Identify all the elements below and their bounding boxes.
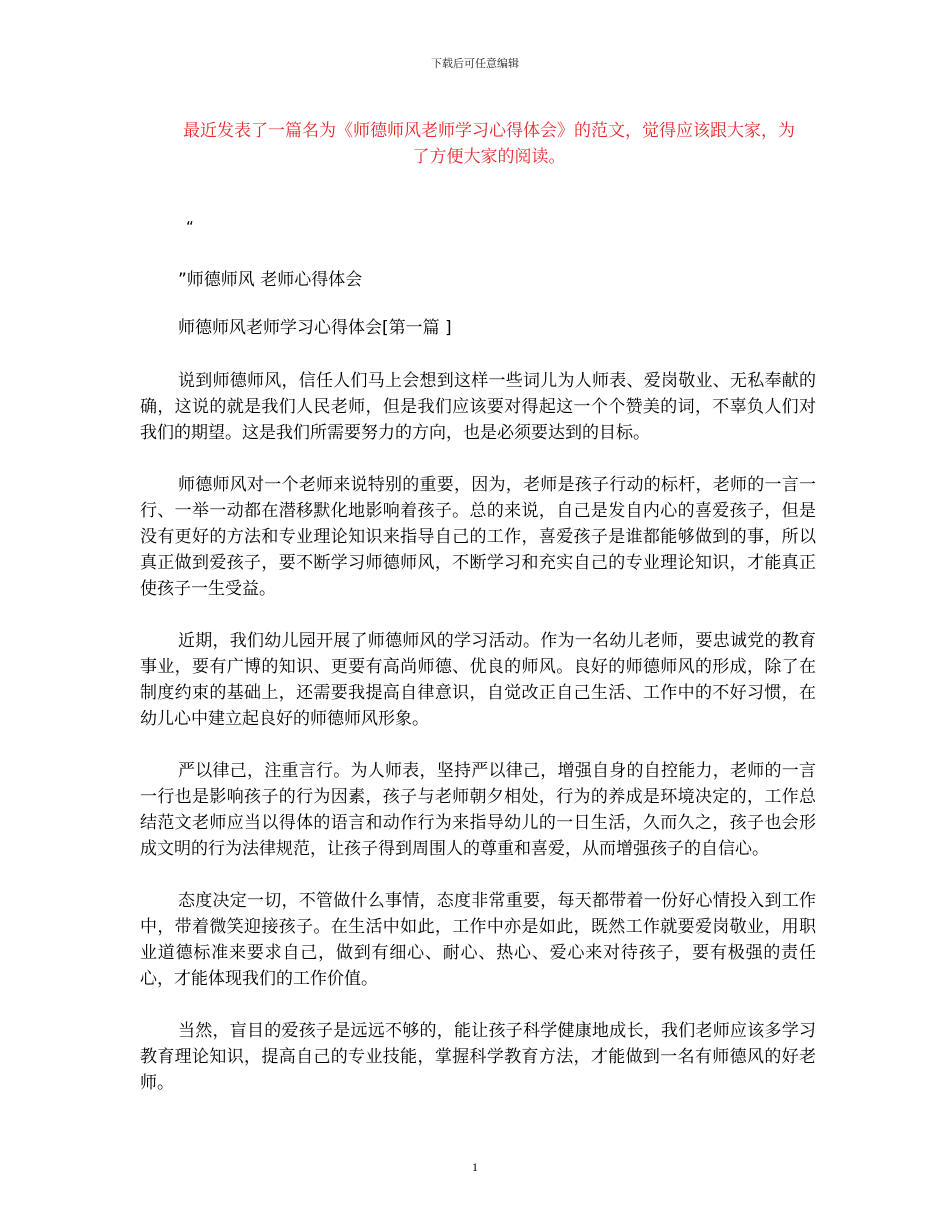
page-number: 1 — [472, 1160, 478, 1174]
body-paragraph: 近期，我们幼儿园开展了师德师风的学习活动。作为一名幼儿老师，要忠诚党的教育事业，要有广博的知识、更要有高尚师德、优良的师风。良好的师德师风的形成，除了在制度约束的基础上，还需要我提高自律意识，自觉改正自己生活、工作中的不好习惯，在幼儿心中建立起良好的师德师风形象。 — [140, 631, 816, 729]
intro-notice: 最近发表了一篇名为《师德师风老师学习心得体会》的范文，觉得应该跟大家，为了方便大家的阅读。 — [183, 121, 795, 167]
document-title: ”师德师风 老师心得体会 — [178, 270, 363, 290]
body-paragraph: 师德师风对一个老师来说特别的重要，因为，老师是孩子行动的标杆，老师的一言一行、一举一动都在潜移默化地影响着孩子。总的来说，自己是发自内心的喜爱孩子，但是没有更好的方法和专业理论知识来指导自己的工作，喜爱孩子是谁都能够做到的事，所以真正做到爱孩子，要不断学习师德师风，不断学习和充实自己的专业理论知识，才能真正使孩子一生受益。 — [140, 475, 816, 599]
body-paragraph: 严以律己，注重言行。为人师表，坚持严以律己，增强自身的自控能力，老师的一言一行也是影响孩子的行为因素，孩子与老师朝夕相处，行为的养成是环境决定的，工作总结范文老师应当以得体的语言和动作行为来指导幼儿的一日生活，久而久之，孩子也会形成文明的行为法律规范，让孩子得到周围人的尊重和喜爱，从而增强孩子的自信心。 — [140, 761, 816, 859]
body-paragraph: 说到师德师风，信任人们马上会想到这样一些词儿为人师表、爱岗敬业、无私奉献的确，这说的就是我们人民老师，但是我们应该要对得起这一个个赞美的词，不辜负人们对我们的期望。这是我们所需要努力的方向，也是必须要达到的目标。 — [140, 371, 816, 443]
body-paragraph: 态度决定一切，不管做什么事情，态度非常重要，每天都带着一份好心情投入到工作中，带着微笑迎接孩子。在生活中如此，工作中亦是如此，既然工作就要爱岗敬业，用职业道德标准来要求自己，做到有细心、耐心、热心、爱心来对待孩子，要有极强的责任心，才能体现我们的工作价值。 — [140, 891, 816, 989]
page-header-note: 下载后可任意编辑 — [431, 57, 519, 70]
opening-quote-mark: “ — [186, 218, 194, 236]
document-body — [140, 368, 816, 1122]
document-subtitle: 师德师风老师学习心得体会[第一篇 ] — [178, 318, 452, 338]
body-paragraph: 当然，盲目的爱孩子是远远不够的，能让孩子科学健康地成长，我们老师应该多学习教育理论知识，提高自己的专业技能，掌握科学教育方法，才能做到一名有师德风的好老师。 — [140, 1021, 816, 1093]
